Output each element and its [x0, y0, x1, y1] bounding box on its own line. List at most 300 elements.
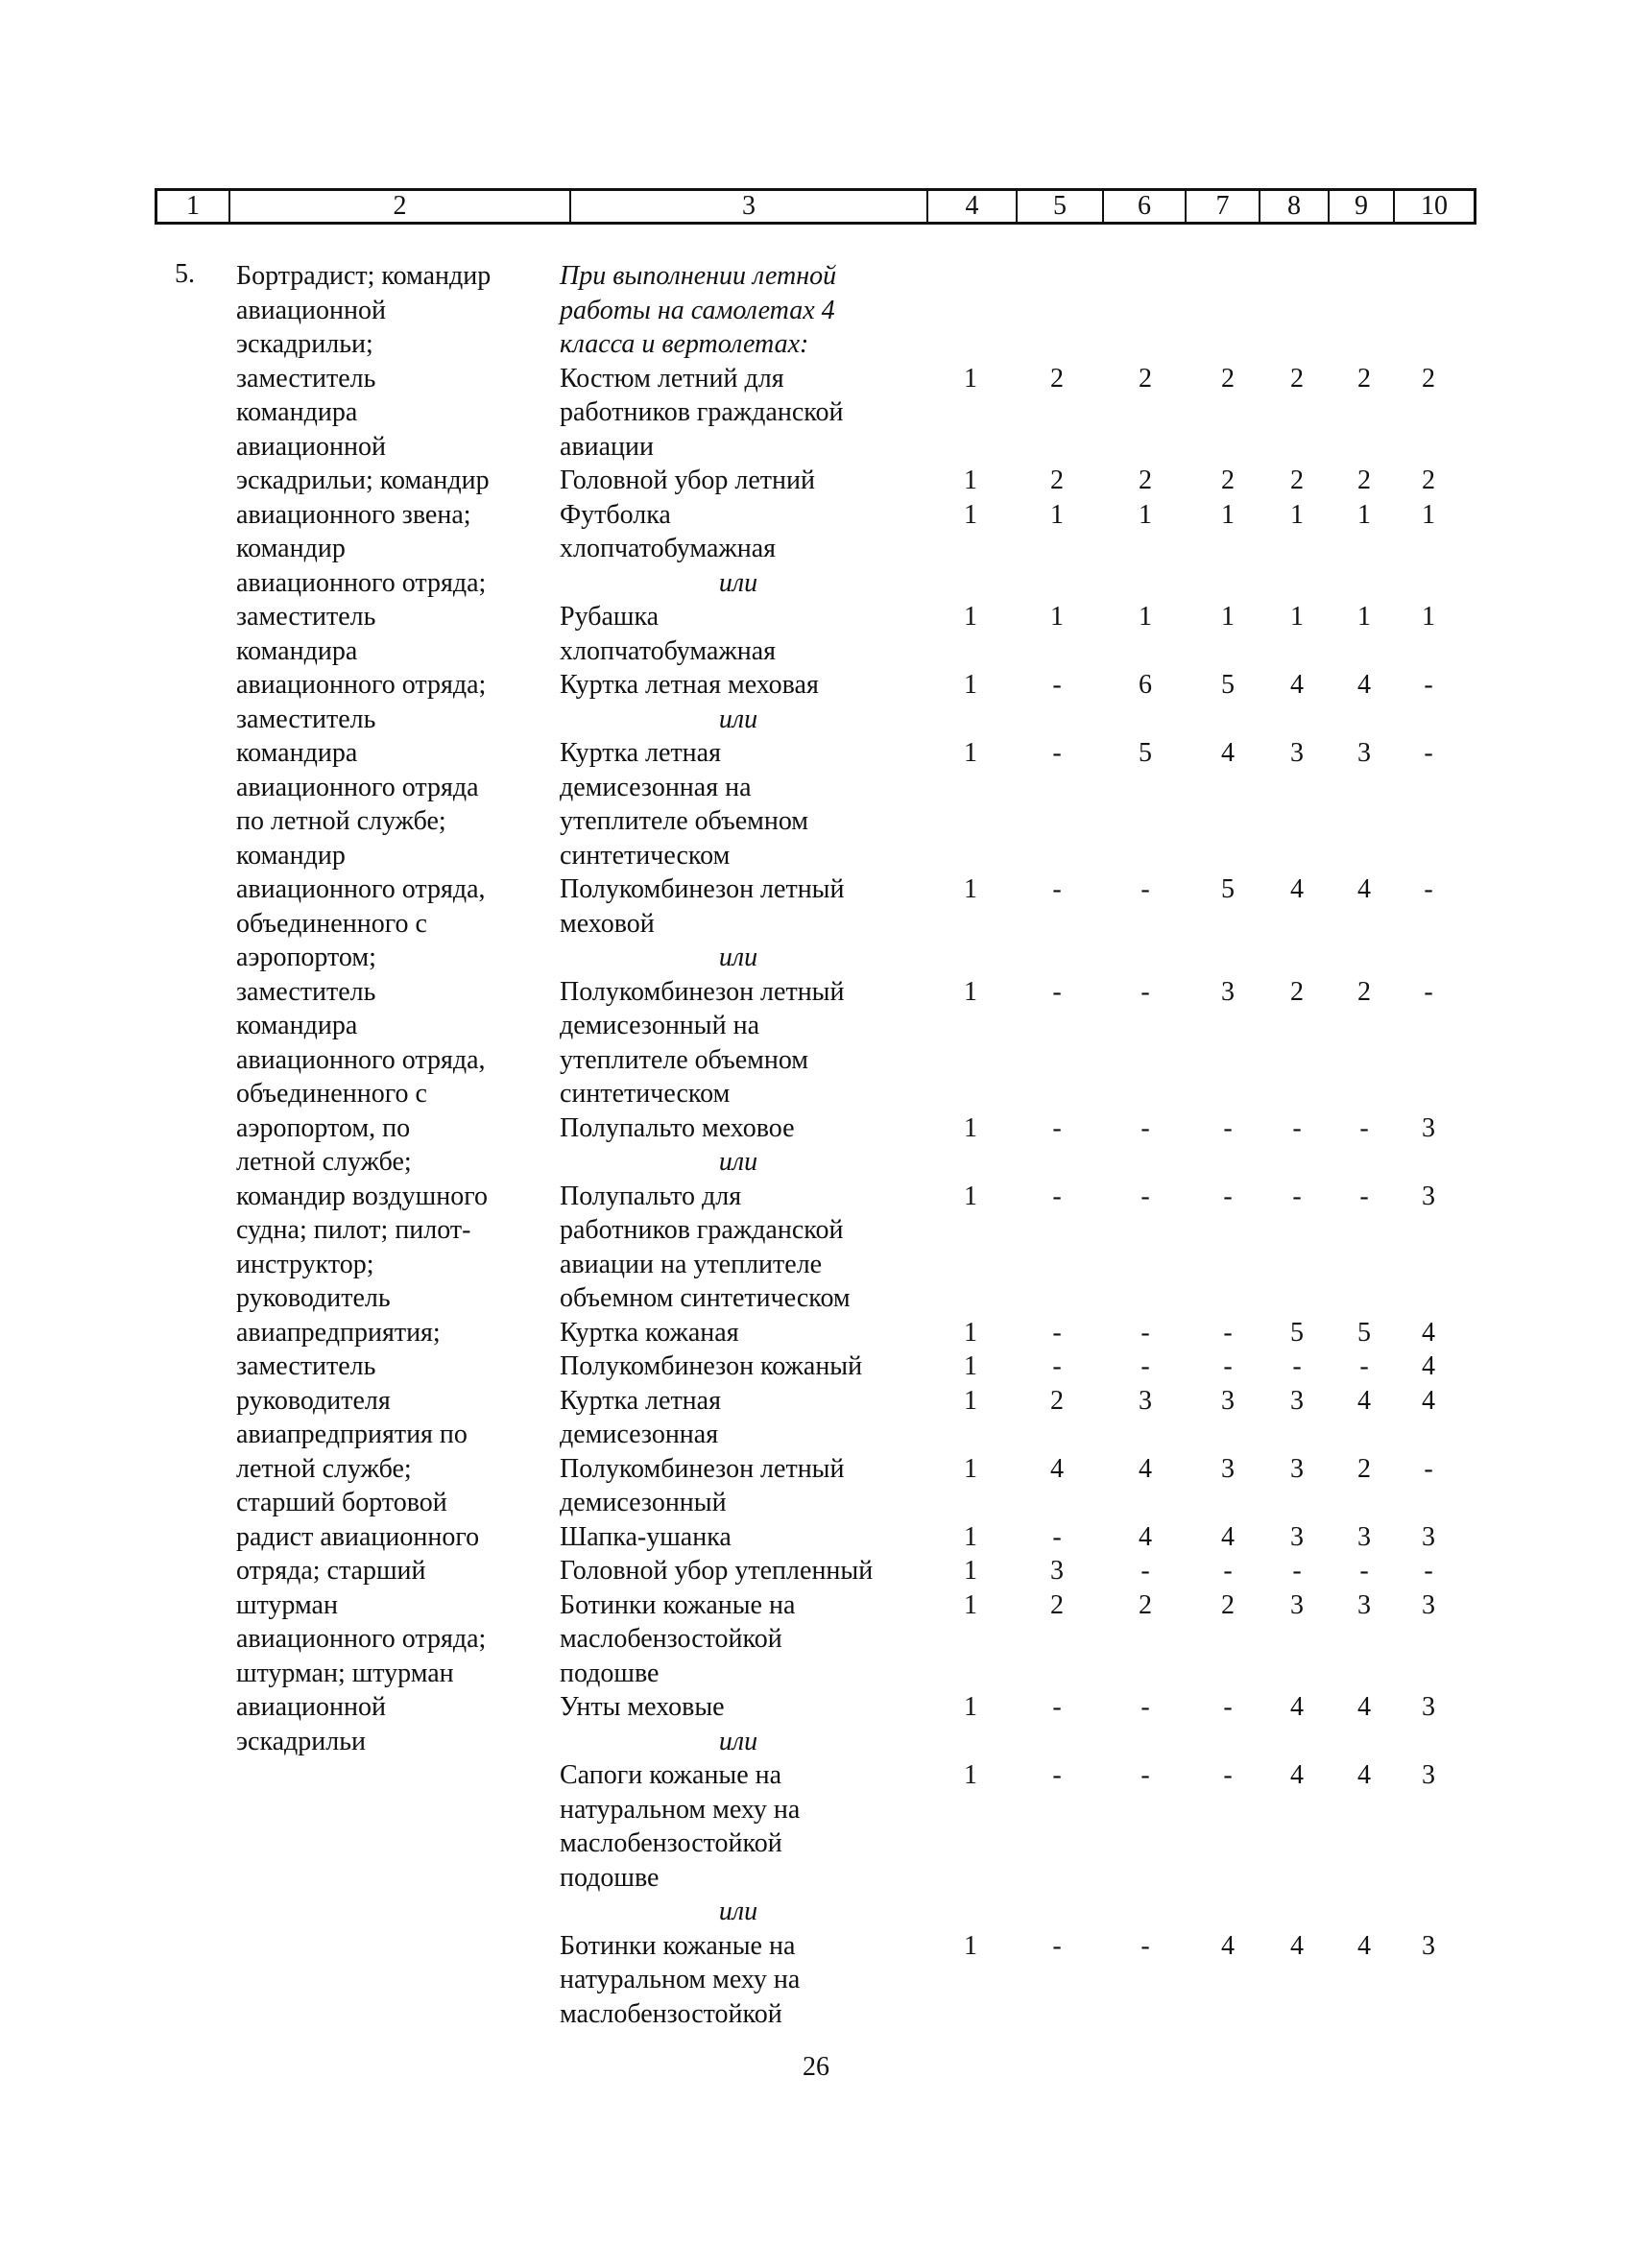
- table-row: [560, 1349, 1520, 1384]
- value-col-6: 4: [1139, 1453, 1152, 1484]
- role-line: авиационного отряда,: [236, 874, 486, 904]
- table-row: [560, 1861, 1520, 1896]
- value-col-10: -: [1424, 874, 1433, 904]
- value-col-8: -: [1292, 1351, 1302, 1381]
- table-row: [560, 1145, 1520, 1180]
- value-col-8: 1: [1290, 499, 1304, 530]
- role-line: командира: [236, 1011, 358, 1040]
- value-col-6: -: [1140, 1930, 1150, 1961]
- item-name: Ботинки кожаные на: [560, 1589, 796, 1620]
- value-col-7: 4: [1221, 1521, 1235, 1552]
- value-col-9: -: [1359, 1556, 1369, 1586]
- table-row: [560, 975, 1520, 1010]
- role-line: радист авиационного: [236, 1521, 480, 1552]
- value-col-5: 2: [1050, 1385, 1064, 1416]
- table-row: [560, 736, 1520, 771]
- role-line: авиапредприятия по: [236, 1420, 468, 1449]
- value-col-9: 1: [1357, 602, 1371, 632]
- value-col-5: 1: [1050, 499, 1064, 530]
- value-col-10: 1: [1422, 499, 1435, 530]
- item-name: класса и вертолетах:: [560, 329, 809, 359]
- value-col-7: -: [1223, 1692, 1233, 1722]
- value-col-4: 1: [964, 1112, 977, 1143]
- value-col-4: 1: [964, 466, 977, 495]
- table-row: [560, 294, 1520, 328]
- value-col-5: -: [1052, 738, 1062, 768]
- item-name: хлопчатобумажная: [560, 635, 777, 666]
- value-col-4: 1: [964, 1692, 977, 1722]
- value-col-7: 2: [1221, 1589, 1235, 1620]
- value-col-6: 4: [1139, 1521, 1152, 1552]
- value-col-7: -: [1223, 1112, 1233, 1143]
- role-line: инструктор;: [236, 1249, 374, 1279]
- value-col-10: 4: [1422, 1317, 1435, 1348]
- value-col-10: 3: [1422, 1930, 1435, 1961]
- value-col-5: -: [1052, 1760, 1062, 1790]
- table-row: [560, 1009, 1520, 1043]
- role-line: авиационного отряда: [236, 772, 479, 802]
- item-name: Куртка летная: [560, 738, 721, 768]
- table-row: [560, 1622, 1520, 1657]
- or-separator: или: [718, 567, 758, 598]
- item-name: утеплителе объемном: [560, 1044, 809, 1075]
- header-col-2: 2: [228, 191, 569, 222]
- item-name: маслобензостойкой: [560, 1828, 782, 1858]
- role-line: руководителя: [236, 1385, 391, 1416]
- role-line: командир воздушного: [236, 1181, 488, 1211]
- item-name: работников гражданской: [560, 397, 844, 427]
- value-col-9: -: [1359, 1351, 1369, 1381]
- value-col-9: 4: [1357, 1385, 1371, 1416]
- item-name: объемном синтетическом: [560, 1283, 851, 1313]
- value-col-10: -: [1424, 738, 1433, 768]
- table-row: [560, 839, 1520, 873]
- value-col-10: -: [1424, 1453, 1433, 1484]
- table-row: [560, 1043, 1520, 1078]
- value-col-4: 1: [964, 1351, 977, 1381]
- value-col-8: 4: [1290, 874, 1304, 904]
- role-line: авиационного отряда,: [236, 1044, 486, 1075]
- or-separator: или: [718, 704, 758, 734]
- item-name: Головной убор утепленный: [560, 1556, 874, 1586]
- value-col-5: -: [1052, 1521, 1062, 1552]
- role-line: эскадрильи;: [236, 329, 373, 359]
- item-name: меховой: [560, 908, 655, 939]
- table-row: [560, 1657, 1520, 1691]
- value-col-5: 4: [1050, 1453, 1064, 1484]
- role-line: эскадрильи; командир: [236, 466, 490, 495]
- value-col-6: 2: [1139, 1589, 1152, 1620]
- header-col-3: 3: [569, 191, 926, 222]
- table-row: [560, 668, 1520, 703]
- role-line: командира: [236, 738, 358, 768]
- value-col-6: 6: [1139, 670, 1152, 700]
- item-name: Полукомбинезон летный: [560, 874, 845, 904]
- item-name: синтетическом: [560, 1079, 731, 1109]
- role-line: аэропортом, по: [236, 1112, 411, 1143]
- role-line: аэропортом;: [236, 943, 376, 972]
- entry-number: 5.: [175, 259, 195, 289]
- value-col-6: -: [1140, 1351, 1150, 1381]
- value-col-9: 3: [1357, 738, 1371, 768]
- item-name: Куртка летная меховая: [560, 670, 819, 700]
- role-line: командира: [236, 635, 358, 666]
- value-col-4: 1: [964, 1453, 977, 1484]
- item-name: Куртка кожаная: [560, 1317, 739, 1348]
- value-col-7: -: [1223, 1317, 1233, 1348]
- table-row: [560, 1895, 1520, 1929]
- value-col-6: -: [1140, 1692, 1150, 1722]
- value-col-6: 1: [1139, 602, 1152, 632]
- value-col-4: 1: [964, 1181, 977, 1211]
- item-name: авиации на утеплителе: [560, 1249, 823, 1279]
- header-col-9: 9: [1328, 191, 1393, 222]
- value-col-5: -: [1052, 670, 1062, 700]
- value-col-9: 4: [1357, 670, 1371, 700]
- value-col-8: 4: [1290, 670, 1304, 700]
- item-name: авиации: [560, 431, 655, 462]
- value-col-6: -: [1140, 976, 1150, 1007]
- value-col-5: -: [1052, 1930, 1062, 1961]
- role-line: штурман; штурман: [236, 1658, 454, 1688]
- role-line: объединенного с: [236, 908, 427, 939]
- header-col-1: 1: [186, 191, 200, 221]
- value-col-5: 1: [1050, 602, 1064, 632]
- role-line: руководитель: [236, 1283, 391, 1313]
- value-col-8: 3: [1290, 1453, 1304, 1484]
- item-name: натуральном меху на: [560, 1965, 801, 1994]
- table-row: [560, 259, 1520, 294]
- value-col-10: 3: [1422, 1760, 1435, 1790]
- table-row: [560, 327, 1520, 362]
- value-col-5: -: [1052, 1112, 1062, 1143]
- value-col-4: 1: [964, 1930, 977, 1961]
- value-col-9: 4: [1357, 1760, 1371, 1790]
- value-col-8: 4: [1290, 1692, 1304, 1722]
- table-row: [560, 1111, 1520, 1146]
- role-line: Бортрадист; командир: [236, 261, 492, 291]
- value-col-9: 1: [1357, 499, 1371, 530]
- table-row: [560, 1588, 1520, 1623]
- item-name: демисезонная: [560, 1420, 719, 1449]
- value-col-6: -: [1140, 874, 1150, 904]
- item-name: маслобензостойкой: [560, 1998, 782, 2029]
- value-col-4: 1: [964, 874, 977, 904]
- table-row: [560, 1997, 1520, 2032]
- value-col-9: 2: [1357, 1453, 1371, 1484]
- table-row: [560, 362, 1520, 396]
- table-row: [560, 1281, 1520, 1316]
- value-col-9: -: [1359, 1181, 1369, 1211]
- or-separator: или: [718, 943, 758, 972]
- value-col-9: 3: [1357, 1589, 1371, 1620]
- header-col-7: 7: [1185, 191, 1259, 222]
- role-line: заместитель: [236, 1351, 376, 1381]
- value-col-10: 4: [1422, 1385, 1435, 1416]
- value-col-5: 2: [1050, 363, 1064, 394]
- value-col-9: 4: [1357, 1930, 1371, 1961]
- value-col-8: 5: [1290, 1317, 1304, 1348]
- role-line: командира: [236, 397, 358, 427]
- item-name: подошве: [560, 1862, 660, 1893]
- value-col-7: 3: [1221, 1453, 1235, 1484]
- role-line: отряда; старший: [236, 1556, 426, 1586]
- value-col-10: 2: [1422, 466, 1435, 495]
- value-col-4: 1: [964, 1385, 977, 1416]
- table-row: [560, 1826, 1520, 1861]
- value-col-4: 1: [964, 1556, 977, 1586]
- value-col-8: 2: [1290, 363, 1304, 394]
- value-col-4: 1: [964, 499, 977, 530]
- item-name: Ботинки кожаные на: [560, 1930, 796, 1961]
- role-line: авиационного отряда;: [236, 670, 487, 700]
- table-row: [560, 1452, 1520, 1487]
- value-col-6: -: [1140, 1317, 1150, 1348]
- roles-column: [236, 259, 553, 1758]
- value-col-6: -: [1140, 1556, 1150, 1586]
- table-row: [560, 941, 1520, 975]
- item-name: хлопчатобумажная: [560, 534, 777, 563]
- table-row: [560, 532, 1520, 566]
- role-line: заместитель: [236, 363, 376, 394]
- value-col-9: 3: [1357, 1521, 1371, 1552]
- or-separator: или: [718, 1897, 758, 1926]
- item-name: Футболка: [560, 499, 671, 530]
- table-row: [560, 1248, 1520, 1282]
- table-row: [560, 1793, 1520, 1827]
- item-name: Унты меховые: [560, 1692, 725, 1722]
- table-row: [560, 771, 1520, 805]
- table-row: [560, 1758, 1520, 1793]
- value-col-8: 3: [1290, 1385, 1304, 1416]
- page-number: 26: [803, 2052, 829, 2082]
- value-col-10: 3: [1422, 1692, 1435, 1722]
- item-name: Куртка летная: [560, 1385, 721, 1416]
- role-line: авиационной: [236, 431, 386, 462]
- value-col-7: 2: [1221, 466, 1235, 495]
- value-col-5: 2: [1050, 1589, 1064, 1620]
- role-line: авиапредприятия;: [236, 1317, 441, 1348]
- item-name: утеплителе объемном: [560, 806, 809, 836]
- value-col-9: 4: [1357, 1692, 1371, 1722]
- table-row: [560, 464, 1520, 498]
- value-col-6: 5: [1139, 738, 1152, 768]
- table-row: [560, 1180, 1520, 1214]
- value-col-7: -: [1223, 1181, 1233, 1211]
- header-col-8: 8: [1259, 191, 1328, 222]
- item-name: Головной убор летний: [560, 466, 815, 495]
- value-col-10: 3: [1422, 1589, 1435, 1620]
- role-line: заместитель: [236, 602, 376, 632]
- value-col-9: 4: [1357, 874, 1371, 904]
- table-row: [560, 634, 1520, 669]
- value-col-5: 3: [1050, 1556, 1064, 1586]
- role-line: объединенного с: [236, 1079, 427, 1109]
- value-col-8: 3: [1290, 1589, 1304, 1620]
- role-line: авиационной: [236, 295, 386, 325]
- table-row: [560, 804, 1520, 839]
- role-line: командир: [236, 840, 346, 871]
- value-col-9: -: [1359, 1112, 1369, 1143]
- role-line: заместитель: [236, 704, 376, 734]
- value-col-6: 1: [1139, 499, 1152, 530]
- table-row: [560, 566, 1520, 601]
- value-col-7: 3: [1221, 976, 1235, 1007]
- value-col-4: 1: [964, 602, 977, 632]
- item-name: Полупальто меховое: [560, 1112, 795, 1143]
- role-line: заместитель: [236, 976, 376, 1007]
- value-col-4: 1: [964, 1317, 977, 1348]
- value-col-10: -: [1424, 976, 1433, 1007]
- value-col-7: 2: [1221, 363, 1235, 394]
- table-row: [560, 395, 1520, 430]
- value-col-5: -: [1052, 976, 1062, 1007]
- value-col-8: 4: [1290, 1760, 1304, 1790]
- role-line: эскадрильи: [236, 1726, 367, 1756]
- value-col-10: -: [1424, 670, 1433, 700]
- value-col-8: -: [1292, 1556, 1302, 1586]
- role-line: командир: [236, 534, 346, 563]
- header-col-5: 5: [1016, 191, 1102, 222]
- item-name: Рубашка: [560, 602, 660, 632]
- value-col-7: -: [1223, 1351, 1233, 1381]
- value-col-8: 3: [1290, 738, 1304, 768]
- value-col-9: 2: [1357, 976, 1371, 1007]
- table-row: [560, 1077, 1520, 1111]
- value-col-4: 1: [964, 670, 977, 700]
- value-col-9: 2: [1357, 363, 1371, 394]
- role-line: авиационного звена;: [236, 499, 471, 530]
- table-row: [560, 1963, 1520, 1997]
- value-col-9: 2: [1357, 466, 1371, 495]
- table-row: [560, 600, 1520, 634]
- value-col-9: 5: [1357, 1317, 1371, 1348]
- table-header: [155, 188, 1476, 225]
- table-row: [560, 1384, 1520, 1419]
- item-name: Полупальто для: [560, 1181, 742, 1211]
- value-col-5: -: [1052, 874, 1062, 904]
- table-row: [560, 498, 1520, 533]
- item-name: Сапоги кожаные на: [560, 1760, 782, 1790]
- role-line: летной службе;: [236, 1453, 412, 1484]
- value-col-6: -: [1140, 1760, 1150, 1790]
- table-row: [560, 1486, 1520, 1520]
- table-row: [560, 1929, 1520, 1964]
- value-col-6: -: [1140, 1181, 1150, 1211]
- value-col-4: 1: [964, 1589, 977, 1620]
- value-col-6: 3: [1139, 1385, 1152, 1416]
- table-row: [560, 872, 1520, 907]
- table-row: [560, 907, 1520, 942]
- value-col-5: -: [1052, 1351, 1062, 1381]
- value-col-10: 3: [1422, 1112, 1435, 1143]
- value-col-5: -: [1052, 1181, 1062, 1211]
- value-col-7: 1: [1221, 499, 1235, 530]
- value-col-10: 3: [1422, 1521, 1435, 1552]
- role-line: по летной службе;: [236, 806, 446, 836]
- item-name: Полукомбинезон летный: [560, 1453, 845, 1484]
- item-name: демисезонная на: [560, 772, 752, 802]
- item-name: натуральном меху на: [560, 1794, 801, 1825]
- value-col-7: 4: [1221, 738, 1235, 768]
- table-row: [560, 1690, 1520, 1725]
- value-col-5: 2: [1050, 466, 1064, 495]
- value-col-8: 2: [1290, 466, 1304, 495]
- value-col-7: -: [1223, 1556, 1233, 1586]
- table-row: [560, 1213, 1520, 1248]
- value-col-8: -: [1292, 1112, 1302, 1143]
- value-col-7: 4: [1221, 1930, 1235, 1961]
- role-line: старший бортовой: [236, 1488, 447, 1517]
- value-col-7: -: [1223, 1760, 1233, 1790]
- value-col-4: 1: [964, 738, 977, 768]
- role-line: авиационного отряда;: [236, 567, 487, 598]
- value-col-7: 5: [1221, 874, 1235, 904]
- table-row: [560, 1418, 1520, 1452]
- value-col-4: 1: [964, 976, 977, 1007]
- value-col-10: 4: [1422, 1351, 1435, 1381]
- role-line: летной службе;: [236, 1147, 412, 1177]
- header-col-6: 6: [1102, 191, 1185, 222]
- item-name: Полукомбинезон летный: [560, 976, 845, 1007]
- value-col-8: 2: [1290, 976, 1304, 1007]
- item-name: работы на самолетах 4: [560, 295, 835, 325]
- table-row: [560, 1520, 1520, 1555]
- value-col-7: 1: [1221, 602, 1235, 632]
- value-col-5: -: [1052, 1692, 1062, 1722]
- value-col-8: -: [1292, 1181, 1302, 1211]
- value-col-7: 3: [1221, 1385, 1235, 1416]
- value-col-6: -: [1140, 1112, 1150, 1143]
- value-col-7: 5: [1221, 670, 1235, 700]
- value-col-6: 2: [1139, 363, 1152, 394]
- role-line: авиационного отряда;: [236, 1624, 487, 1654]
- item-name: подошве: [560, 1658, 660, 1688]
- item-name: Шапка-ушанка: [560, 1521, 732, 1552]
- role-line: авиационной: [236, 1692, 386, 1722]
- item-name: При выполнении летной: [560, 261, 837, 291]
- items-column: [560, 259, 1520, 2031]
- table-row: [560, 1554, 1520, 1588]
- or-separator: или: [718, 1147, 758, 1177]
- item-name: маслобензостойкой: [560, 1624, 782, 1654]
- header-col-4: 4: [926, 191, 1016, 222]
- value-col-10: 1: [1422, 602, 1435, 632]
- role-line: судна; пилот; пилот-: [236, 1215, 471, 1245]
- item-name: Костюм летний для: [560, 363, 784, 394]
- table-row: [560, 430, 1520, 465]
- item-name: Полукомбинезон кожаный: [560, 1351, 863, 1381]
- value-col-10: 3: [1422, 1181, 1435, 1211]
- value-col-4: 1: [964, 1760, 977, 1790]
- item-name: работников гражданской: [560, 1215, 844, 1245]
- item-name: демисезонный на: [560, 1011, 759, 1040]
- value-col-4: 1: [964, 1521, 977, 1552]
- value-col-5: -: [1052, 1317, 1062, 1348]
- value-col-8: 1: [1290, 602, 1304, 632]
- value-col-8: 3: [1290, 1521, 1304, 1552]
- table-row: [560, 703, 1520, 737]
- value-col-4: 1: [964, 363, 977, 394]
- value-col-10: -: [1424, 1556, 1433, 1586]
- item-name: синтетическом: [560, 840, 731, 871]
- value-col-8: 4: [1290, 1930, 1304, 1961]
- value-col-6: 2: [1139, 466, 1152, 495]
- table-row: [560, 1725, 1520, 1759]
- header-col-10: 10: [1393, 191, 1474, 222]
- or-separator: или: [718, 1726, 758, 1756]
- value-col-10: 2: [1422, 363, 1435, 394]
